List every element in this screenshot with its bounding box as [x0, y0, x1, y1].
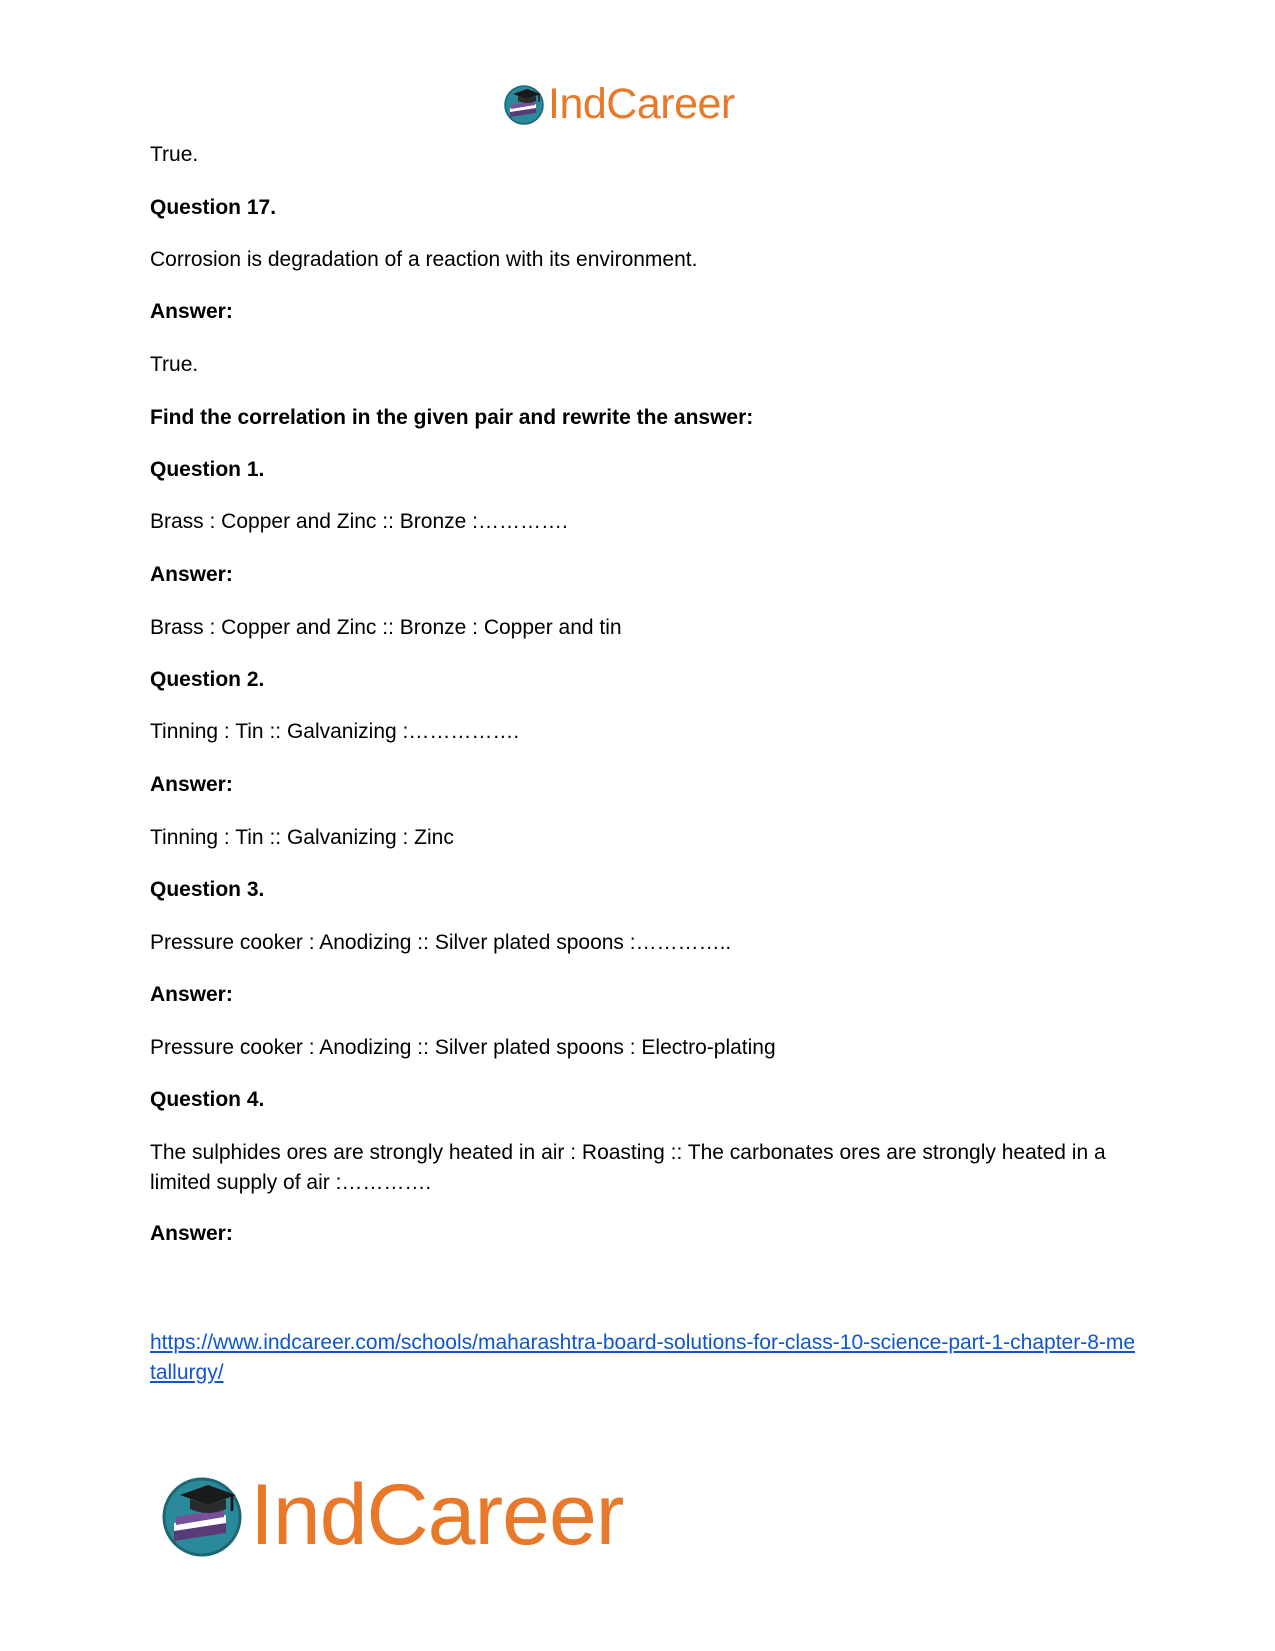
answer-text: Tinning : Tin :: Galvanizing : Zinc — [150, 826, 454, 849]
header-logo — [503, 80, 735, 128]
question-text: Corrosion is degradation of a reaction with its environment. — [150, 248, 698, 271]
question-text: Brass : Copper and Zinc :: Bronze :…………. — [150, 510, 568, 533]
footer-logo — [160, 1468, 623, 1562]
answer-label: Answer: — [150, 1222, 233, 1245]
answer-label: Answer: — [150, 983, 233, 1006]
answer-label: Answer: — [150, 773, 233, 796]
question-heading: Question 4. — [150, 1088, 265, 1111]
graduation-cap-books-globe-icon — [503, 83, 545, 125]
question-heading: Question 17. — [150, 196, 277, 219]
question-text: The sulphides ores are strongly heated in air : Roasting :: The carbonates ores are strongly heated in a limited supply of air :…………. — [150, 1141, 1106, 1194]
logo-wordmark: IndCareer — [548, 79, 735, 128]
answer-text: Brass : Copper and Zinc :: Bronze : Copper and tin — [150, 616, 622, 639]
question-text: Pressure cooker : Anodizing :: Silver plated spoons :………….. — [150, 931, 732, 954]
answer-label: Answer: — [150, 563, 233, 586]
question-heading: Question 2. — [150, 668, 265, 691]
answer-label: Answer: — [150, 300, 233, 323]
question-heading: Question 1. — [150, 458, 265, 481]
question-heading: Question 3. — [150, 878, 265, 901]
answer-text: True. — [150, 143, 199, 166]
answer-text: Pressure cooker : Anodizing :: Silver plated spoons : Electro-plating — [150, 1036, 776, 1059]
logo-wordmark: IndCareer — [250, 1467, 624, 1563]
answer-text: True. — [150, 353, 199, 376]
question-text: Tinning : Tin :: Galvanizing :……………. — [150, 720, 520, 743]
section-heading: Find the correlation in the given pair and rewrite the answer: — [150, 406, 754, 429]
source-link[interactable]: https://www.indcareer.com/schools/maharashtra-board-solutions-for-class-10-science-part-1-chapter-8-metallurgy/ — [150, 1331, 1136, 1384]
graduation-cap-books-globe-icon — [160, 1473, 244, 1557]
